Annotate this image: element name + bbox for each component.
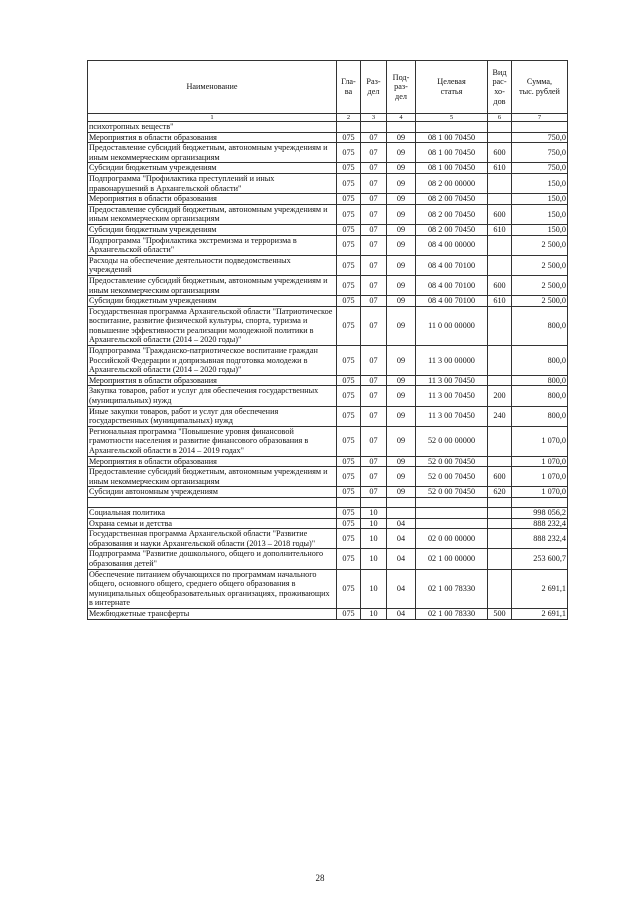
row-razdel: 07: [361, 173, 387, 193]
row-sum: 2 500,0: [512, 296, 568, 307]
row-podrazdel: [387, 497, 416, 507]
row-name: психотропных веществ": [88, 122, 337, 133]
row-razdel: 10: [361, 608, 387, 619]
row-name: Мероприятия в области образования: [88, 456, 337, 467]
row-article: 08 4 00 70100: [416, 275, 488, 295]
row-sum: 2 691,1: [512, 569, 568, 608]
row-sum: 998 056,2: [512, 507, 568, 518]
row-podrazdel: 09: [387, 235, 416, 255]
row-sum: 150,0: [512, 204, 568, 224]
row-podrazdel: 09: [387, 275, 416, 295]
row-article: [416, 122, 488, 133]
row-article: 08 4 00 70100: [416, 296, 488, 307]
row-article: 08 2 00 70450: [416, 204, 488, 224]
table-row: [88, 204, 568, 224]
row-name: Мероприятия в области образования: [88, 194, 337, 205]
row-article: 11 3 00 70450: [416, 406, 488, 426]
row-vid: [488, 255, 512, 275]
row-razdel: 07: [361, 224, 387, 235]
row-vid: 610: [488, 296, 512, 307]
row-podrazdel: 09: [387, 375, 416, 386]
row-article: 02 1 00 78330: [416, 608, 488, 619]
row-podrazdel: 09: [387, 296, 416, 307]
row-razdel: 07: [361, 194, 387, 205]
row-glava: 075: [337, 173, 361, 193]
header-article-text: Целевая статья: [437, 77, 466, 96]
row-sum: 2 500,0: [512, 235, 568, 255]
row-podrazdel: 09: [387, 132, 416, 143]
row-razdel: 07: [361, 406, 387, 426]
row-podrazdel: 09: [387, 173, 416, 193]
page-number: 28: [315, 873, 325, 883]
row-name: Предоставление субсидий бюджетным, автономным учреждениям и иным некоммерческим организациям: [88, 204, 337, 224]
row-article: 02 1 00 78330: [416, 569, 488, 608]
table-row: [88, 497, 568, 507]
row-podrazdel: 04: [387, 569, 416, 608]
table-row: [88, 275, 568, 295]
row-article: 08 1 00 70450: [416, 143, 488, 163]
row-article: 08 2 00 70450: [416, 224, 488, 235]
row-vid: [488, 132, 512, 143]
header-razdel: [361, 61, 387, 114]
header-podrazdel-text: Под- раз- дел: [392, 72, 410, 101]
row-glava: 075: [337, 518, 361, 529]
header-vid: [488, 61, 512, 114]
row-podrazdel: 04: [387, 608, 416, 619]
budget-table: [87, 60, 568, 620]
row-podrazdel: 04: [387, 518, 416, 529]
row-name: Мероприятия в области образования: [88, 375, 337, 386]
row-podrazdel: 09: [387, 346, 416, 376]
table-row: [88, 507, 568, 518]
row-name: Социальная политика: [88, 507, 337, 518]
row-sum: 2 500,0: [512, 275, 568, 295]
row-vid: [488, 194, 512, 205]
row-name: Охрана семьи и детства: [88, 518, 337, 529]
row-vid: 600: [488, 275, 512, 295]
row-article: 08 2 00 70450: [416, 194, 488, 205]
row-glava: 075: [337, 487, 361, 498]
row-name: Государственная программа Архангельской области "Развитие образования и науки Архангельской области (2013 – 2018 годы)": [88, 529, 337, 549]
row-razdel: 07: [361, 487, 387, 498]
row-glava: 075: [337, 194, 361, 205]
row-name: Иные закупки товаров, работ и услуг для обеспечения государственных (муниципальных) нужд: [88, 406, 337, 426]
row-podrazdel: 09: [387, 456, 416, 467]
row-name: Субсидии бюджетным учреждениям: [88, 224, 337, 235]
row-sum: [512, 122, 568, 133]
row-article: 52 0 00 00000: [416, 426, 488, 456]
header-sum-text: Сумма, тыс. рублей: [519, 77, 560, 96]
row-razdel: 07: [361, 163, 387, 174]
row-sum: 800,0: [512, 346, 568, 376]
row-razdel: 07: [361, 426, 387, 456]
row-podrazdel: 09: [387, 406, 416, 426]
row-podrazdel: [387, 122, 416, 133]
row-vid: 610: [488, 224, 512, 235]
row-podrazdel: 09: [387, 204, 416, 224]
row-name: Расходы на обеспечение деятельности подведомственных учреждений: [88, 255, 337, 275]
table-row: [88, 375, 568, 386]
row-vid: [488, 497, 512, 507]
row-sum: 253 600,7: [512, 549, 568, 569]
row-sum: 750,0: [512, 132, 568, 143]
row-vid: 610: [488, 163, 512, 174]
row-name: Подпрограмма "Гражданско-патриотическое воспитание граждан Российской Федерации и допризывная подготовка молодежи в Архангельской области (2014 – 2020 годы)": [88, 346, 337, 376]
table-row: [88, 194, 568, 205]
row-name: Межбюджетные трансферты: [88, 608, 337, 619]
table-row: [88, 608, 568, 619]
table-row: [88, 386, 568, 406]
row-name: Предоставление субсидий бюджетным, автономным учреждениям и иным некоммерческим организациям: [88, 467, 337, 487]
row-name: Мероприятия в области образования: [88, 132, 337, 143]
column-number-row: [88, 114, 568, 122]
row-article: 11 0 00 00000: [416, 306, 488, 345]
row-article: 08 1 00 70450: [416, 132, 488, 143]
row-name: Предоставление субсидий бюджетным, автономным учреждениям и иным некоммерческим организациям: [88, 275, 337, 295]
row-vid: 500: [488, 608, 512, 619]
row-sum: 150,0: [512, 224, 568, 235]
column-number: 5: [416, 114, 488, 122]
row-podrazdel: 09: [387, 426, 416, 456]
row-podrazdel: 09: [387, 163, 416, 174]
row-glava: 075: [337, 143, 361, 163]
row-sum: 1 070,0: [512, 456, 568, 467]
row-name: Предоставление субсидий бюджетным, автономным учреждениям и иным некоммерческим организациям: [88, 143, 337, 163]
row-glava: 075: [337, 406, 361, 426]
column-number: 7: [512, 114, 568, 122]
row-glava: 075: [337, 549, 361, 569]
row-article: 08 1 00 70450: [416, 163, 488, 174]
row-razdel: 07: [361, 386, 387, 406]
row-vid: 240: [488, 406, 512, 426]
row-razdel: 10: [361, 507, 387, 518]
row-name: Подпрограмма "Профилактика преступлений и иных правонарушений в Архангельской области": [88, 173, 337, 193]
header-glava: [337, 61, 361, 114]
row-glava: 075: [337, 275, 361, 295]
row-article: 02 0 00 00000: [416, 529, 488, 549]
row-razdel: 10: [361, 529, 387, 549]
row-podrazdel: 09: [387, 467, 416, 487]
row-sum: 800,0: [512, 406, 568, 426]
row-vid: [488, 529, 512, 549]
header-podrazdel: [387, 61, 416, 114]
row-name: Обеспечение питанием обучающихся по программам начального общего, основного общего, среднего общего образования в муниципальных общеобразовательных организациях, проживающих в интернате: [88, 569, 337, 608]
row-article: [416, 497, 488, 507]
table-row: [88, 306, 568, 345]
row-podrazdel: 04: [387, 529, 416, 549]
row-razdel: [361, 122, 387, 133]
row-vid: [488, 518, 512, 529]
row-article: 11 3 00 70450: [416, 375, 488, 386]
row-razdel: 07: [361, 275, 387, 295]
row-glava: 075: [337, 467, 361, 487]
table-row: [88, 296, 568, 307]
row-vid: [488, 173, 512, 193]
table-row: [88, 122, 568, 133]
header-row: [88, 61, 568, 114]
row-glava: 075: [337, 426, 361, 456]
row-sum: 2 691,1: [512, 608, 568, 619]
table-body: [88, 122, 568, 620]
row-glava: 075: [337, 306, 361, 345]
row-vid: [488, 507, 512, 518]
row-article: 11 3 00 70450: [416, 386, 488, 406]
row-glava: [337, 122, 361, 133]
row-article: 08 2 00 00000: [416, 173, 488, 193]
row-razdel: 10: [361, 569, 387, 608]
row-glava: 075: [337, 204, 361, 224]
row-name: Закупка товаров, работ и услуг для обеспечения государственных (муниципальных) нужд: [88, 386, 337, 406]
header-article: [416, 61, 488, 114]
row-vid: [488, 426, 512, 456]
row-article: 52 0 00 70450: [416, 456, 488, 467]
row-glava: 075: [337, 456, 361, 467]
row-glava: 075: [337, 529, 361, 549]
table-row: [88, 549, 568, 569]
table-row: [88, 235, 568, 255]
row-vid: 200: [488, 386, 512, 406]
row-sum: 800,0: [512, 375, 568, 386]
row-sum: 750,0: [512, 143, 568, 163]
row-glava: 075: [337, 132, 361, 143]
row-vid: 620: [488, 487, 512, 498]
table-row: [88, 255, 568, 275]
row-razdel: [361, 497, 387, 507]
row-sum: 888 232,4: [512, 518, 568, 529]
column-number: 3: [361, 114, 387, 122]
row-razdel: 07: [361, 132, 387, 143]
row-glava: 075: [337, 608, 361, 619]
table-row: [88, 518, 568, 529]
row-razdel: 07: [361, 346, 387, 376]
row-sum: 150,0: [512, 194, 568, 205]
row-sum: 150,0: [512, 173, 568, 193]
row-glava: [337, 497, 361, 507]
row-sum: 888 232,4: [512, 529, 568, 549]
row-name: [88, 497, 337, 507]
row-article: 52 0 00 70450: [416, 467, 488, 487]
row-name: Подпрограмма "Профилактика экстремизма и терроризма в Архангельской области": [88, 235, 337, 255]
table-row: [88, 569, 568, 608]
row-razdel: 07: [361, 204, 387, 224]
row-article: 08 4 00 70100: [416, 255, 488, 275]
row-razdel: 07: [361, 143, 387, 163]
row-podrazdel: 09: [387, 143, 416, 163]
row-razdel: 07: [361, 306, 387, 345]
row-name: Государственная программа Архангельской области "Патриотическое воспитание, развитие физической культуры, спорта, туризма и повышение эффективности реализации молодежной политики в Архангельской области (2014 – 2020 годы)": [88, 306, 337, 345]
row-razdel: 10: [361, 518, 387, 529]
row-glava: 075: [337, 296, 361, 307]
row-razdel: 07: [361, 375, 387, 386]
row-razdel: 07: [361, 235, 387, 255]
row-name: Субсидии автономным учреждениям: [88, 487, 337, 498]
row-vid: [488, 235, 512, 255]
row-podrazdel: [387, 507, 416, 518]
table-row: [88, 132, 568, 143]
row-podrazdel: 04: [387, 549, 416, 569]
row-article: 11 3 00 00000: [416, 346, 488, 376]
row-podrazdel: 09: [387, 487, 416, 498]
table-row: [88, 487, 568, 498]
table-row: [88, 529, 568, 549]
row-razdel: 07: [361, 296, 387, 307]
column-number: 6: [488, 114, 512, 122]
row-sum: [512, 497, 568, 507]
row-name: Субсидии бюджетным учреждениям: [88, 163, 337, 174]
row-glava: 075: [337, 255, 361, 275]
row-vid: [488, 375, 512, 386]
row-glava: 075: [337, 375, 361, 386]
row-vid: 600: [488, 467, 512, 487]
row-razdel: 10: [361, 549, 387, 569]
table-row: [88, 456, 568, 467]
row-sum: 1 070,0: [512, 487, 568, 498]
row-glava: 075: [337, 346, 361, 376]
table-row: [88, 224, 568, 235]
table-row: [88, 173, 568, 193]
column-number: 2: [337, 114, 361, 122]
table-row: [88, 163, 568, 174]
row-vid: 600: [488, 143, 512, 163]
row-vid: [488, 306, 512, 345]
table-row: [88, 406, 568, 426]
row-sum: 1 070,0: [512, 426, 568, 456]
row-razdel: 07: [361, 255, 387, 275]
row-article: [416, 518, 488, 529]
row-sum: 2 500,0: [512, 255, 568, 275]
row-vid: [488, 549, 512, 569]
row-podrazdel: 09: [387, 224, 416, 235]
row-vid: [488, 122, 512, 133]
row-glava: 075: [337, 507, 361, 518]
column-number: 1: [88, 114, 337, 122]
table-row: [88, 143, 568, 163]
header-glava-text: Гла- ва: [341, 77, 356, 96]
row-sum: 750,0: [512, 163, 568, 174]
header-sum: [512, 61, 568, 114]
header-name: Наименование: [88, 61, 337, 114]
row-glava: 075: [337, 386, 361, 406]
table-row: [88, 346, 568, 376]
row-vid: 600: [488, 204, 512, 224]
row-razdel: 07: [361, 467, 387, 487]
row-article: 52 0 00 70450: [416, 487, 488, 498]
row-sum: 800,0: [512, 386, 568, 406]
row-vid: [488, 456, 512, 467]
row-podrazdel: 09: [387, 255, 416, 275]
header-razdel-text: Раз- дел: [366, 77, 381, 96]
row-sum: 800,0: [512, 306, 568, 345]
row-glava: 075: [337, 569, 361, 608]
header-vid-text: Вид рас- хо- дов: [492, 67, 507, 106]
row-podrazdel: 09: [387, 306, 416, 345]
row-glava: 075: [337, 235, 361, 255]
row-glava: 075: [337, 224, 361, 235]
row-name: Подпрограмма "Развитие дошкольного, общего и дополнительного образования детей": [88, 549, 337, 569]
row-podrazdel: 09: [387, 386, 416, 406]
row-vid: [488, 346, 512, 376]
row-article: [416, 507, 488, 518]
row-podrazdel: 09: [387, 194, 416, 205]
row-name: Субсидии бюджетным учреждениям: [88, 296, 337, 307]
row-article: 08 4 00 00000: [416, 235, 488, 255]
row-razdel: 07: [361, 456, 387, 467]
row-glava: 075: [337, 163, 361, 174]
table-row: [88, 467, 568, 487]
column-number: 4: [387, 114, 416, 122]
row-name: Региональная программа "Повышение уровня финансовой грамотности населения и развитие финансового образования в Архангельской области в 2014 – 2019 годах": [88, 426, 337, 456]
table-row: [88, 426, 568, 456]
row-article: 02 1 00 00000: [416, 549, 488, 569]
row-vid: [488, 569, 512, 608]
row-sum: 1 070,0: [512, 467, 568, 487]
